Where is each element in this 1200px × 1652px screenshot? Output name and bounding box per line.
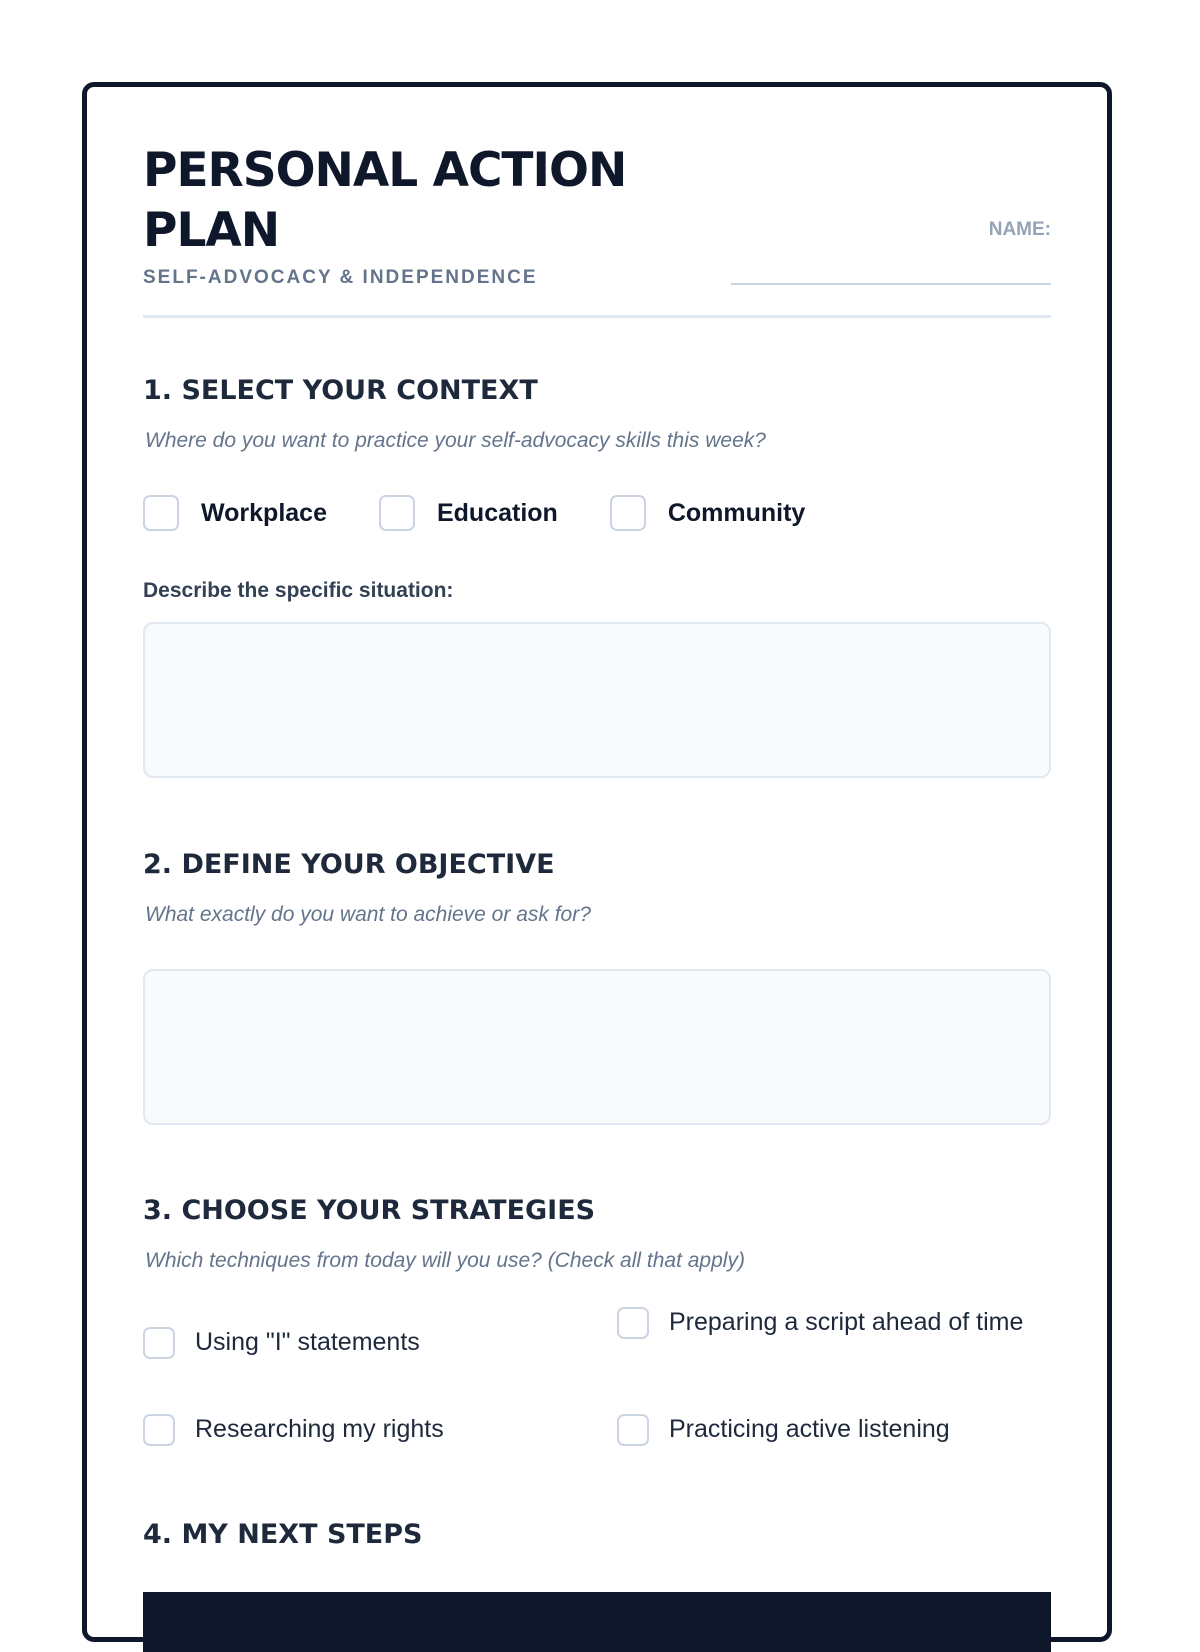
situation-textarea[interactable] <box>143 622 1051 778</box>
section-1-hint: Where do you want to practice your self-advocacy skills this week? <box>145 429 766 452</box>
strategy-research-rights[interactable] <box>143 1410 444 1449</box>
section-3-hint: Which techniques from today will you use? (Check all that apply) <box>145 1249 745 1272</box>
situation-label: Describe the specific situation: <box>143 579 454 602</box>
education-checkbox[interactable] <box>379 495 415 531</box>
strategy-label: Researching my rights <box>195 1415 444 1443</box>
section-3-title: 3. CHOOSE YOUR STRATEGIES <box>143 1195 596 1226</box>
strategy-i-statements[interactable] <box>143 1323 420 1362</box>
context-option-workplace[interactable] <box>143 495 327 531</box>
strategy-checkbox[interactable] <box>143 1414 175 1446</box>
header-divider <box>143 315 1051 318</box>
section-2-title: 2. DEFINE YOUR OBJECTIVE <box>143 849 555 880</box>
context-options <box>143 495 857 531</box>
community-checkbox[interactable] <box>610 495 646 531</box>
context-option-education[interactable] <box>379 495 558 531</box>
strategy-checkbox[interactable] <box>143 1327 175 1359</box>
action-plan-card <box>82 82 1112 1642</box>
next-steps-header-bar <box>143 1592 1051 1652</box>
page-subtitle: SELF-ADVOCACY & INDEPENDENCE <box>143 267 538 288</box>
objective-textarea[interactable] <box>143 969 1051 1125</box>
context-option-label: Community <box>667 498 806 527</box>
page-title: PERSONAL ACTION PLAN <box>143 143 627 258</box>
section-4-title: 4. MY NEXT STEPS <box>143 1519 423 1550</box>
strategy-active-listening[interactable] <box>617 1410 950 1449</box>
strategy-label: Practicing active listening <box>669 1415 950 1443</box>
strategy-checkbox[interactable] <box>617 1307 649 1339</box>
workplace-checkbox[interactable] <box>143 495 179 531</box>
context-option-label: Education <box>436 498 558 527</box>
name-input-line[interactable] <box>731 283 1051 285</box>
name-label: NAME: <box>988 219 1051 240</box>
section-2-hint: What exactly do you want to achieve or ask for? <box>145 903 591 926</box>
context-option-community[interactable] <box>610 495 806 531</box>
context-option-label: Workplace <box>201 498 327 527</box>
section-1-title: 1. SELECT YOUR CONTEXT <box>143 375 538 406</box>
strategy-label: Using "I" statements <box>195 1328 420 1356</box>
strategy-prepare-script[interactable] <box>617 1303 1037 1342</box>
strategy-label: Preparing a script ahead of time <box>669 1308 1024 1336</box>
strategy-checkbox[interactable] <box>617 1414 649 1446</box>
